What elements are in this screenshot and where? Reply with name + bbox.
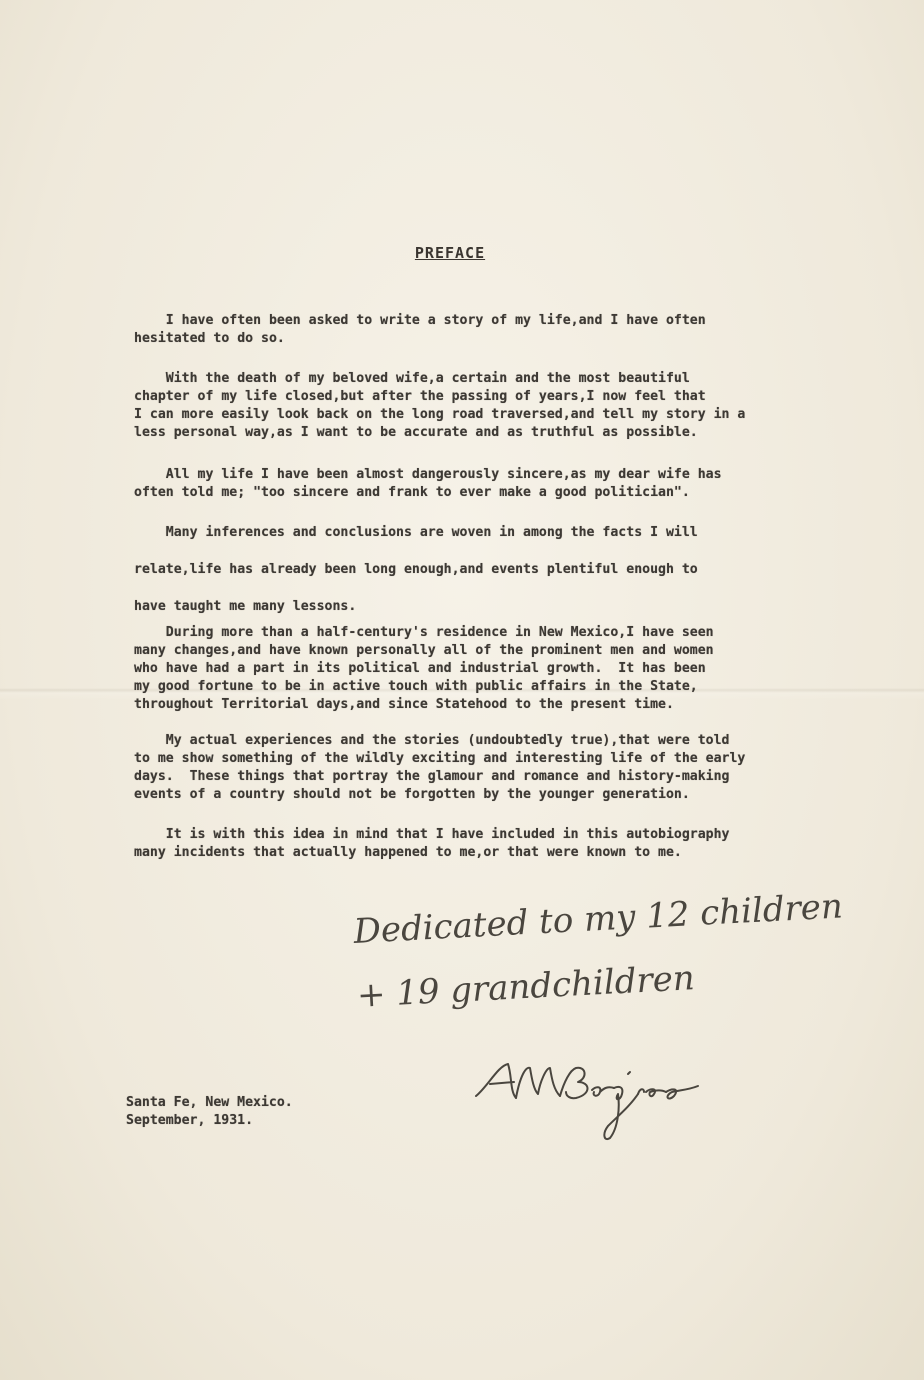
handwritten-dedication: Dedicated to my 12 children + 19 grandchildren [352, 886, 844, 1016]
paragraph-3: All my life I have been almost dangerously sincere,as my dear wife has often told me; "too sincere and frank to ever make a good politician". [134, 467, 722, 500]
place-and-date: Santa Fe, New Mexico. September, 1931. [126, 1095, 293, 1128]
paragraph-4: Many inferences and conclusions are woven in among the facts I will relate,life has already been long enough,and events plentiful enough to have taught me many lessons. [134, 525, 698, 614]
paragraph-5: During more than a half-century's residence in New Mexico,I have seen many changes,and have known personally all of the prominent men and women who have had a part in its political and industrial growth. It has been my good fortune to be in active touch with public affairs in the State, throughout Territorial days,and since Statehood to the present time. [134, 625, 714, 712]
handwritten-signature [468, 1046, 708, 1146]
paragraph-6: My actual experiences and the stories (undoubtedly true),that were told to me show something of the wildly exciting and interesting life of the early days. These things that portray the glamour and romance and history-making events of a country should not be forgotten by the younger generation. [134, 733, 746, 802]
page-title: PREFACE [414, 244, 486, 262]
paragraph-2: With the death of my beloved wife,a certain and the most beautiful chapter of my life closed,but after the passing of years,I now feel that I can more easily look back on the long road traversed,and tell my story in a less personal way,as I want to be accurate and as truthful as possible. [134, 371, 746, 440]
paragraph-1: I have often been asked to write a story of my life,and I have often hesitated to do so. [134, 313, 706, 346]
paragraph-7: It is with this idea in mind that I have included in this autobiography many incidents that actually happened to me,or that were known to me. [134, 827, 730, 860]
